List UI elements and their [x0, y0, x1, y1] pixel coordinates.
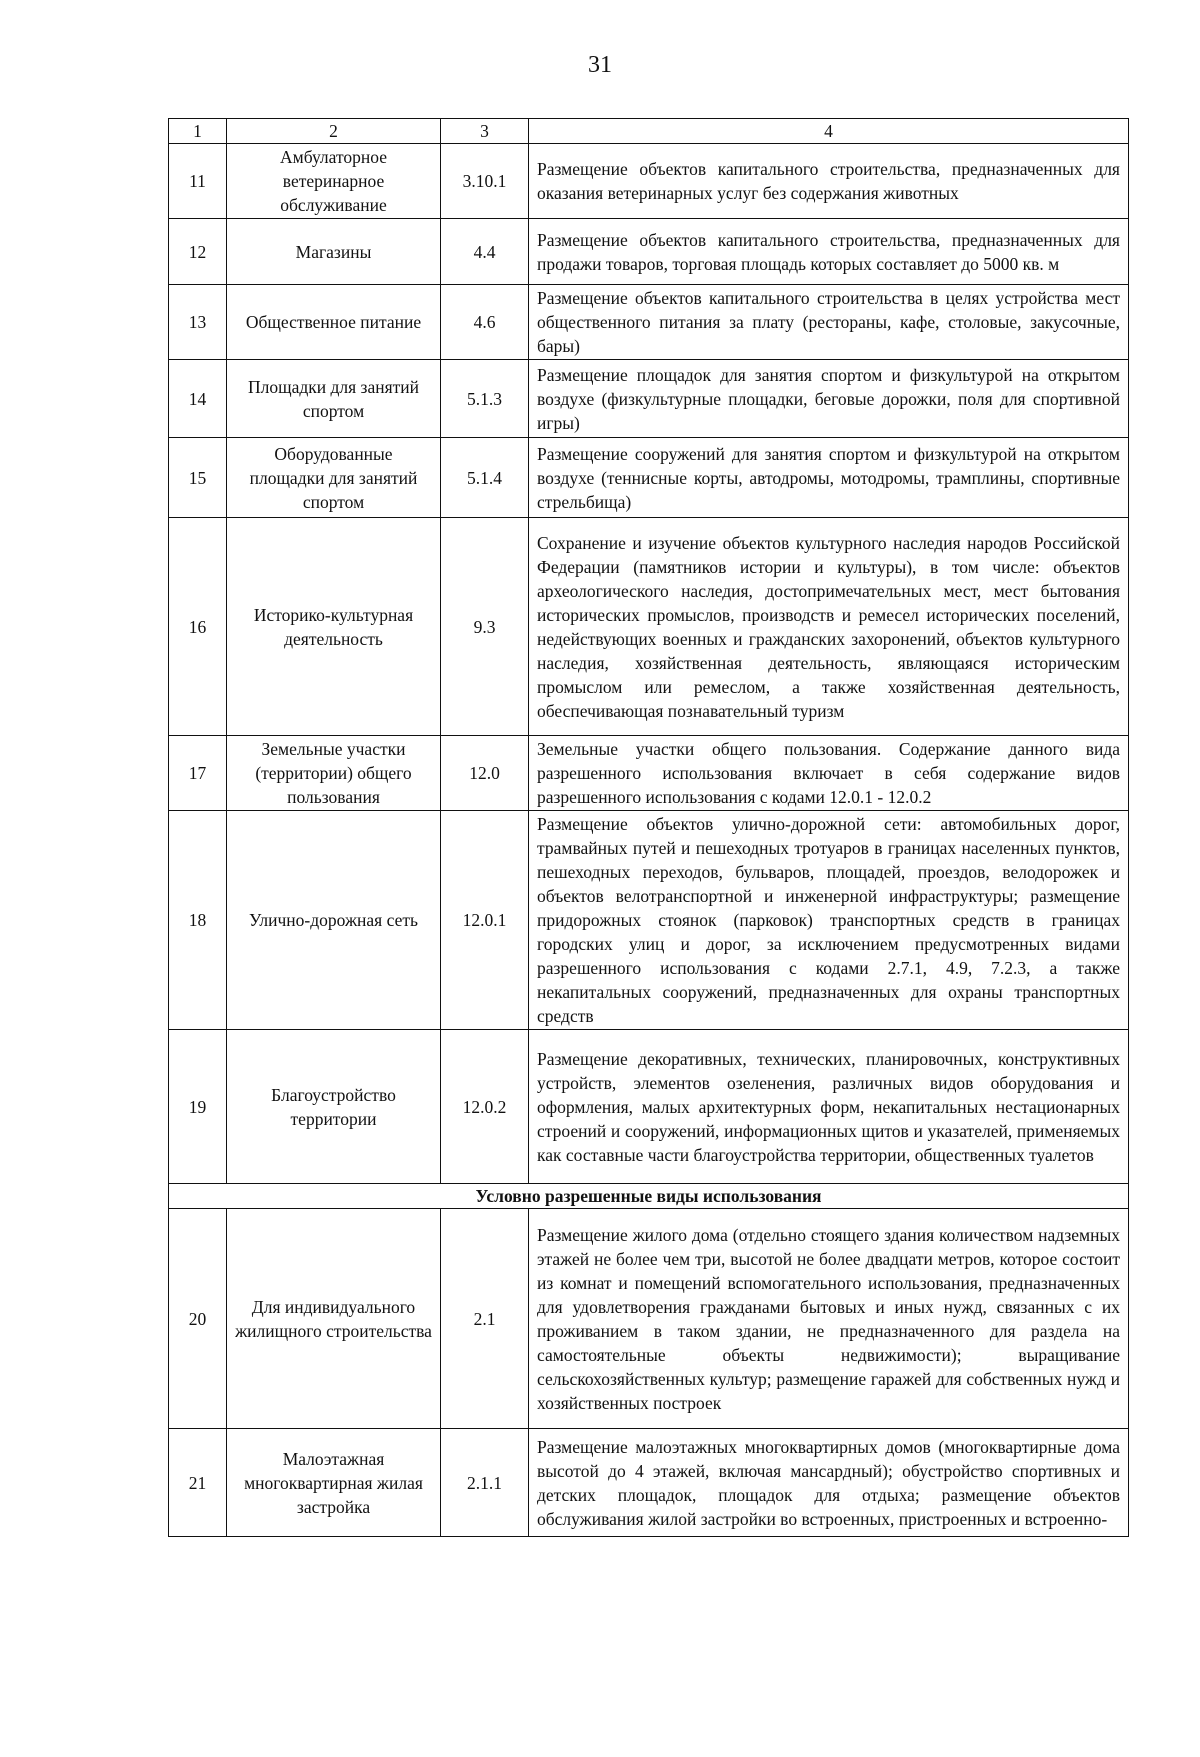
table-header-row [169, 119, 1129, 144]
section-row [169, 1184, 1129, 1209]
row-number-cell: 11 [169, 144, 227, 219]
use-description-cell: Размещение декоративных, технических, планировочных, конструктивных устройств, элементов озеленения, различных видов оборудования и оформления, малых архитектурных форм, некапитальных нестационарных строений и сооружений, информационных щитов и указателей, применяемых как составные части благоустройства территории, общественных туалетов [529, 1030, 1129, 1184]
use-code-cell: 12.0.1 [441, 811, 529, 1030]
use-name-cell: Историко-культурная деятельность [227, 518, 441, 736]
use-code-cell: 3.10.1 [441, 144, 529, 219]
use-code-cell: 5.1.3 [441, 360, 529, 438]
use-description-cell: Размещение объектов капитального строительства в целях устройства мест общественного питания за плату (рестораны, кафе, столовые, закусочные, бары) [529, 285, 1129, 360]
table-row [169, 285, 1129, 360]
use-code-cell: 2.1.1 [441, 1429, 529, 1537]
table-row [169, 219, 1129, 285]
table-row [169, 144, 1129, 219]
row-number-cell: 20 [169, 1209, 227, 1429]
use-description-cell: Размещение малоэтажных многоквартирных домов (многоквартирные дома высотой до 4 этажей, включая мансардный); обустройство спортивных и детских площадок, площадок для отдыха; размещение объектов обслуживания жилой застройки во встроенных, пристроенных и встроенно- [529, 1429, 1129, 1537]
use-name-cell: Амбулаторное ветеринарное обслуживание [227, 144, 441, 219]
row-number-cell: 17 [169, 736, 227, 811]
header-col-3: 3 [441, 119, 529, 144]
use-name-cell: Для индивидуального жилищного строительства [227, 1209, 441, 1429]
land-use-table [168, 118, 1129, 1537]
row-number-cell: 12 [169, 219, 227, 285]
table-row [169, 1429, 1129, 1537]
use-name-cell: Оборудованные площадки для занятий спортом [227, 438, 441, 518]
table-row [169, 1209, 1129, 1429]
use-name-cell: Магазины [227, 219, 441, 285]
use-code-cell: 5.1.4 [441, 438, 529, 518]
use-code-cell: 12.0 [441, 736, 529, 811]
use-name-cell: Земельные участки (территории) общего пользования [227, 736, 441, 811]
row-number-cell: 18 [169, 811, 227, 1030]
use-description-cell: Размещение площадок для занятия спортом и физкультурой на открытом воздухе (физкультурные площадки, беговые дорожки, поля для спортивной игры) [529, 360, 1129, 438]
use-name-cell: Малоэтажная многоквартирная жилая застройка [227, 1429, 441, 1537]
use-description-cell: Земельные участки общего пользования. Содержание данного вида разрешенного использования включает в себя содержание видов разрешенного использования с кодами 12.0.1 - 12.0.2 [529, 736, 1129, 811]
use-description-cell: Размещение объектов капитального строительства, предназначенных для оказания ветеринарных услуг без содержания животных [529, 144, 1129, 219]
use-description-cell: Размещение объектов капитального строительства, предназначенных для продажи товаров, торговая площадь которых составляет до 5000 кв. м [529, 219, 1129, 285]
use-description-cell: Размещение жилого дома (отдельно стоящего здания количеством надземных этажей не более чем три, высотой не более двадцати метров, которое состоит из комнат и помещений вспомогательного использования, предназначенных для удовлетворения гражданами бытовых и иных нужд, связанных с их проживанием в таком здании, не предназначенного для раздела на самостоятельные объекты недвижимости); выращивание сельскохозяйственных культур; размещение гаражей для собственных нужд и хозяйственных построек [529, 1209, 1129, 1429]
row-number-cell: 15 [169, 438, 227, 518]
use-description-cell: Размещение объектов улично-дорожной сети: автомобильных дорог, трамвайных путей и пешеходных тротуаров в границах населенных пунктов, пешеходных переходов, бульваров, площадей, проездов, велодорожек и объектов велотранспортной и инженерной инфраструктуры; размещение придорожных стоянок (парковок) транспортных средств в границах городских улиц и дорог, за исключением предусмотренных видами разрешенного использования с кодами 2.7.1, 4.9, 7.2.3, а также некапитальных сооружений, предназначенных для охраны транспортных средств [529, 811, 1129, 1030]
use-code-cell: 12.0.2 [441, 1030, 529, 1184]
table-row [169, 1030, 1129, 1184]
use-code-cell: 4.4 [441, 219, 529, 285]
table-row [169, 811, 1129, 1030]
section-title: Условно разрешенные виды использования [169, 1184, 1129, 1209]
table-row [169, 518, 1129, 736]
use-name-cell: Улично-дорожная сеть [227, 811, 441, 1030]
use-code-cell: 2.1 [441, 1209, 529, 1429]
page-number: 31 [588, 52, 612, 78]
row-number-cell: 19 [169, 1030, 227, 1184]
table-row [169, 438, 1129, 518]
table-body [169, 119, 1129, 1537]
use-code-cell: 4.6 [441, 285, 529, 360]
header-col-1: 1 [169, 119, 227, 144]
use-name-cell: Общественное питание [227, 285, 441, 360]
header-col-4: 4 [529, 119, 1129, 144]
use-description-cell: Сохранение и изучение объектов культурного наследия народов Российской Федерации (памятников истории и культуры), в том числе: объектов археологического наследия, достопримечательных мест, мест бытования исторических промыслов, производств и ремесел исторических поселений, недействующих военных и гражданских захоронений, объектов культурного наследия, хозяйственная деятельность, являющаяся историческим промыслом или ремеслом, а также хозяйственная деятельность, обеспечивающая познавательный туризм [529, 518, 1129, 736]
row-number-cell: 16 [169, 518, 227, 736]
use-name-cell: Площадки для занятий спортом [227, 360, 441, 438]
use-code-cell: 9.3 [441, 518, 529, 736]
use-description-cell: Размещение сооружений для занятия спортом и физкультурой на открытом воздухе (теннисные корты, автодромы, мотодромы, трамплины, спортивные стрельбища) [529, 438, 1129, 518]
row-number-cell: 14 [169, 360, 227, 438]
table-row [169, 360, 1129, 438]
header-col-2: 2 [227, 119, 441, 144]
row-number-cell: 21 [169, 1429, 227, 1537]
use-name-cell: Благоустройство территории [227, 1030, 441, 1184]
table-row [169, 736, 1129, 811]
row-number-cell: 13 [169, 285, 227, 360]
